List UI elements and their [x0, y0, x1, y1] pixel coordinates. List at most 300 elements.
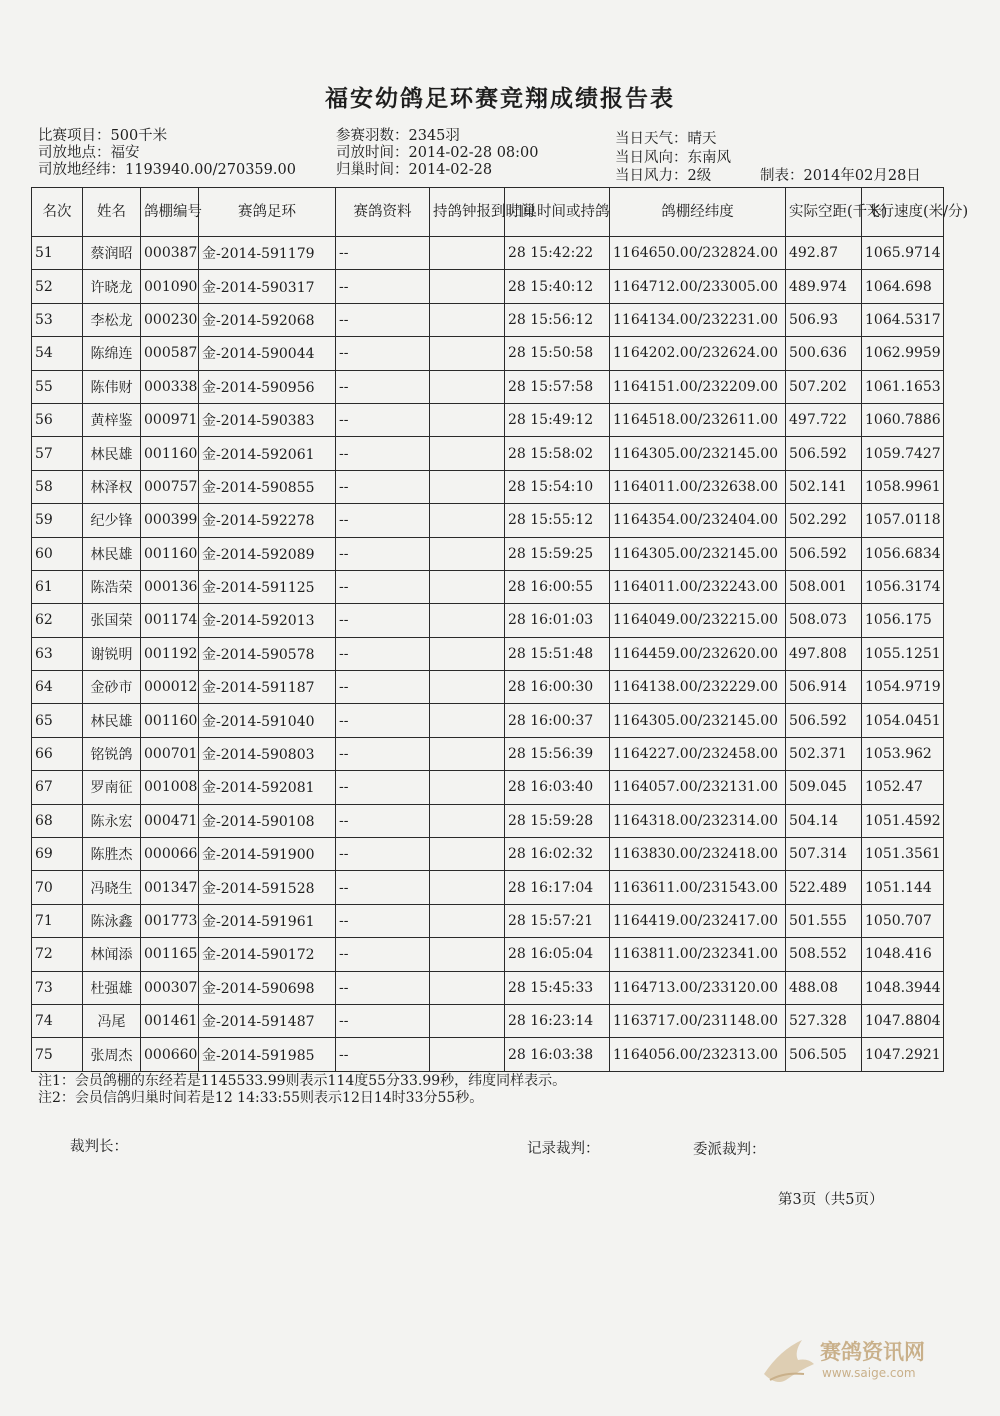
meta-location: 司放地点：福安 [38, 145, 140, 161]
cell-arrival-time: 28 16:00:37 [505, 704, 610, 737]
cell-arrival-time: 28 15:40:12 [505, 270, 610, 303]
results-table [31, 187, 969, 1072]
cell-distance: 522.489 [786, 871, 862, 904]
cell-loft-coords: 1164151.00/232209.00 [610, 370, 786, 403]
cell-clock-time [430, 270, 505, 303]
header-name: 姓名 [83, 188, 141, 237]
cell-speed: 1065.9714 [862, 237, 944, 270]
cell-bird-info: -- [336, 403, 430, 436]
cell-loft-coords: 1163717.00/231148.00 [610, 1004, 786, 1037]
cell-name: 蔡润昭 [83, 237, 141, 270]
cell-loft-id: 000230 [141, 303, 199, 336]
table-row [32, 904, 944, 937]
cell-ring: 金-2014-590317 [199, 270, 336, 303]
cell-ring: 金-2014-590108 [199, 804, 336, 837]
header-rank: 名次 [32, 188, 83, 237]
cell-name: 林泽权 [83, 470, 141, 503]
cell-clock-time [430, 637, 505, 670]
cell-loft-id: 001008 [141, 771, 199, 804]
cell-distance: 507.314 [786, 838, 862, 871]
cell-bird-info: -- [336, 303, 430, 336]
cell-bird-info: -- [336, 771, 430, 804]
header-loft-id: 鸽棚编号 [141, 188, 199, 237]
cell-loft-id: 001174 [141, 604, 199, 637]
cell-ring: 金-2014-591961 [199, 904, 336, 937]
cell-speed: 1059.7427 [862, 437, 944, 470]
table-body [32, 237, 944, 1072]
cell-loft-id: 000387 [141, 237, 199, 270]
cell-name: 林民雄 [83, 704, 141, 737]
cell-bird-info: -- [336, 437, 430, 470]
cell-loft-coords: 1163811.00/232341.00 [610, 938, 786, 971]
cell-clock-time [430, 403, 505, 436]
cell-clock-time [430, 971, 505, 1004]
cell-distance: 506.93 [786, 303, 862, 336]
cell-arrival-time: 28 16:03:38 [505, 1038, 610, 1071]
cell-loft-coords: 1164227.00/232458.00 [610, 737, 786, 770]
cell-name: 金砂市 [83, 671, 141, 704]
cell-rank: 51 [32, 237, 83, 270]
note-2: 注2：会员信鸽归巢时间若是12 14:33:55则表示12日14时33分55秒。 [38, 1090, 484, 1106]
cell-distance: 502.371 [786, 737, 862, 770]
pigeon-logo-icon [760, 1330, 816, 1390]
cell-arrival-time: 28 15:59:28 [505, 804, 610, 837]
header-distance: 实际空距(千米) [786, 188, 862, 237]
cell-name: 林民雄 [83, 537, 141, 570]
cell-distance: 506.914 [786, 671, 862, 704]
cell-speed: 1064.698 [862, 270, 944, 303]
cell-rank: 55 [32, 370, 83, 403]
cell-rank: 64 [32, 671, 83, 704]
cell-distance: 500.636 [786, 337, 862, 370]
cell-distance: 508.073 [786, 604, 862, 637]
cell-loft-id: 000660 [141, 1038, 199, 1071]
cell-ring: 金-2014-591985 [199, 1038, 336, 1071]
cell-bird-info: -- [336, 704, 430, 737]
table-row [32, 804, 944, 837]
cell-clock-time [430, 1004, 505, 1037]
cell-ring: 金-2014-590172 [199, 938, 336, 971]
cell-clock-time [430, 537, 505, 570]
cell-distance: 508.552 [786, 938, 862, 971]
cell-rank: 61 [32, 570, 83, 603]
cell-loft-id: 001773 [141, 904, 199, 937]
cell-ring: 金-2014-590578 [199, 637, 336, 670]
cell-distance: 509.045 [786, 771, 862, 804]
cell-ring: 金-2014-590956 [199, 370, 336, 403]
meta-count: 参赛羽数：2345羽 [336, 128, 460, 144]
cell-arrival-time: 28 16:02:32 [505, 838, 610, 871]
cell-loft-id: 001347 [141, 871, 199, 904]
cell-rank: 54 [32, 337, 83, 370]
cell-bird-info: -- [336, 604, 430, 637]
cell-speed: 1047.2921 [862, 1038, 944, 1071]
watermark-url: www.saige.com [822, 1366, 916, 1380]
cell-ring: 金-2014-591125 [199, 570, 336, 603]
notes [38, 1073, 566, 1107]
cell-clock-time [430, 671, 505, 704]
cell-loft-coords: 1164202.00/232624.00 [610, 337, 786, 370]
cell-distance: 497.722 [786, 403, 862, 436]
cell-arrival-time: 28 16:03:40 [505, 771, 610, 804]
cell-loft-id: 000012 [141, 671, 199, 704]
cell-ring: 金-2014-592013 [199, 604, 336, 637]
cell-arrival-time: 28 15:56:12 [505, 303, 610, 336]
cell-bird-info: -- [336, 1038, 430, 1071]
cell-arrival-time: 28 15:57:58 [505, 370, 610, 403]
cell-ring: 金-2014-590383 [199, 403, 336, 436]
cell-rank: 62 [32, 604, 83, 637]
table-row [32, 403, 944, 436]
table-row [32, 1004, 944, 1037]
cell-arrival-time: 28 15:51:48 [505, 637, 610, 670]
cell-distance: 488.08 [786, 971, 862, 1004]
table-row [32, 704, 944, 737]
cell-distance: 489.974 [786, 270, 862, 303]
cell-arrival-time: 28 15:58:02 [505, 437, 610, 470]
header-arrival-time: 归巢时间或持鸽 [505, 188, 610, 237]
cell-clock-time [430, 1038, 505, 1071]
header-speed: 飞行速度(米/分) [862, 188, 944, 237]
cell-clock-time [430, 904, 505, 937]
cell-speed: 1064.5317 [862, 303, 944, 336]
cell-loft-id: 001461 [141, 1004, 199, 1037]
cell-name: 陈胜杰 [83, 838, 141, 871]
cell-speed: 1054.9719 [862, 671, 944, 704]
cell-loft-coords: 1164318.00/232314.00 [610, 804, 786, 837]
cell-clock-time [430, 871, 505, 904]
cell-loft-coords: 1164354.00/232404.00 [610, 504, 786, 537]
cell-arrival-time: 28 15:54:10 [505, 470, 610, 503]
cell-speed: 1048.3944 [862, 971, 944, 1004]
cell-name: 冯尾 [83, 1004, 141, 1037]
cell-rank: 74 [32, 1004, 83, 1037]
cell-ring: 金-2014-591487 [199, 1004, 336, 1037]
cell-loft-coords: 1164134.00/232231.00 [610, 303, 786, 336]
cell-loft-id: 001160 [141, 704, 199, 737]
cell-loft-id: 000587 [141, 337, 199, 370]
cell-name: 陈泳鑫 [83, 904, 141, 937]
cell-speed: 1054.0451 [862, 704, 944, 737]
cell-name: 张国荣 [83, 604, 141, 637]
meta-weather: 当日天气：晴天 [615, 131, 717, 147]
table-header-row [32, 188, 944, 237]
cell-arrival-time: 28 15:45:33 [505, 971, 610, 1004]
cell-name: 纪少锋 [83, 504, 141, 537]
cell-arrival-time: 28 15:42:22 [505, 237, 610, 270]
cell-rank: 73 [32, 971, 83, 1004]
cell-rank: 56 [32, 403, 83, 436]
watermark-name: 赛鸽资讯网 [820, 1340, 925, 1364]
cell-speed: 1061.1653 [862, 370, 944, 403]
cell-bird-info: -- [336, 337, 430, 370]
cell-loft-id: 000066 [141, 838, 199, 871]
cell-distance: 506.592 [786, 537, 862, 570]
cell-bird-info: -- [336, 838, 430, 871]
cell-bird-info: -- [336, 470, 430, 503]
cell-speed: 1056.3174 [862, 570, 944, 603]
cell-loft-id: 001160 [141, 537, 199, 570]
cell-arrival-time: 28 15:57:21 [505, 904, 610, 937]
cell-ring: 金-2014-590044 [199, 337, 336, 370]
cell-arrival-time: 28 15:59:25 [505, 537, 610, 570]
cell-speed: 1056.6834 [862, 537, 944, 570]
table-row [32, 570, 944, 603]
signature-recorder: 记录裁判： [527, 1141, 600, 1157]
cell-ring: 金-2014-592089 [199, 537, 336, 570]
meta-return-time: 归巢时间：2014-02-28 [336, 162, 493, 178]
cell-name: 杜强雄 [83, 971, 141, 1004]
cell-loft-coords: 1164713.00/233120.00 [610, 971, 786, 1004]
cell-name: 林闻添 [83, 938, 141, 971]
cell-loft-id: 000338 [141, 370, 199, 403]
cell-speed: 1056.175 [862, 604, 944, 637]
cell-rank: 75 [32, 1038, 83, 1071]
cell-bird-info: -- [336, 871, 430, 904]
meta-project: 比赛项目：500千米 [38, 128, 168, 144]
cell-loft-coords: 1164305.00/232145.00 [610, 704, 786, 737]
cell-rank: 57 [32, 437, 83, 470]
cell-ring: 金-2014-592068 [199, 303, 336, 336]
cell-arrival-time: 28 16:05:04 [505, 938, 610, 971]
cell-speed: 1047.8804 [862, 1004, 944, 1037]
cell-arrival-time: 28 16:23:14 [505, 1004, 610, 1037]
cell-ring: 金-2014-592081 [199, 771, 336, 804]
meta-release-time: 司放时间：2014-02-28 08:00 [336, 145, 539, 161]
cell-clock-time [430, 804, 505, 837]
cell-bird-info: -- [336, 1004, 430, 1037]
table-row [32, 237, 944, 270]
cell-ring: 金-2014-590698 [199, 971, 336, 1004]
cell-speed: 1051.144 [862, 871, 944, 904]
cell-clock-time [430, 771, 505, 804]
cell-name: 谢锐明 [83, 637, 141, 670]
cell-rank: 59 [32, 504, 83, 537]
cell-clock-time [430, 737, 505, 770]
cell-loft-coords: 1164419.00/232417.00 [610, 904, 786, 937]
cell-loft-coords: 1164712.00/233005.00 [610, 270, 786, 303]
cell-clock-time [430, 370, 505, 403]
cell-name: 李松龙 [83, 303, 141, 336]
cell-distance: 506.592 [786, 437, 862, 470]
header-clock-time: 持鸽钟报到时间 [430, 188, 505, 237]
cell-name: 陈绵连 [83, 337, 141, 370]
cell-arrival-time: 28 15:56:39 [505, 737, 610, 770]
table-row [32, 637, 944, 670]
table-row [32, 671, 944, 704]
cell-speed: 1051.3561 [862, 838, 944, 871]
watermark [760, 1330, 960, 1394]
cell-loft-coords: 1164518.00/232611.00 [610, 403, 786, 436]
cell-rank: 63 [32, 637, 83, 670]
table-row [32, 303, 944, 336]
cell-clock-time [430, 303, 505, 336]
meta-wind-direction: 当日风向：东南风 [615, 150, 731, 166]
table-row [32, 604, 944, 637]
header-bird-info: 赛鸽资料 [336, 188, 430, 237]
page-title: 福安幼鸽足环赛竞翔成绩报告表 [325, 85, 675, 112]
cell-ring: 金-2014-591179 [199, 237, 336, 270]
cell-distance: 507.202 [786, 370, 862, 403]
cell-arrival-time: 28 15:55:12 [505, 504, 610, 537]
meta-coords: 司放地经纬：1193940.00/270359.00 [38, 162, 296, 178]
table-row [32, 838, 944, 871]
cell-speed: 1051.4592 [862, 804, 944, 837]
cell-bird-info: -- [336, 537, 430, 570]
cell-speed: 1062.9959 [862, 337, 944, 370]
table-row [32, 437, 944, 470]
cell-name: 林民雄 [83, 437, 141, 470]
table-row [32, 871, 944, 904]
cell-arrival-time: 28 16:01:03 [505, 604, 610, 637]
cell-loft-id: 000757 [141, 470, 199, 503]
cell-bird-info: -- [336, 904, 430, 937]
header-loft-coords: 鸽棚经纬度 [610, 188, 786, 237]
cell-bird-info: -- [336, 804, 430, 837]
cell-loft-id: 000307 [141, 971, 199, 1004]
cell-clock-time [430, 604, 505, 637]
cell-speed: 1053.962 [862, 737, 944, 770]
cell-clock-time [430, 337, 505, 370]
cell-bird-info: -- [336, 270, 430, 303]
table-row [32, 470, 944, 503]
cell-name: 许晓龙 [83, 270, 141, 303]
cell-distance: 492.87 [786, 237, 862, 270]
cell-ring: 金-2014-591900 [199, 838, 336, 871]
cell-clock-time [430, 470, 505, 503]
cell-ring: 金-2014-590803 [199, 737, 336, 770]
cell-rank: 53 [32, 303, 83, 336]
table-row [32, 337, 944, 370]
signature-chief: 裁判长： [70, 1139, 128, 1155]
cell-speed: 1058.9961 [862, 470, 944, 503]
cell-bird-info: -- [336, 570, 430, 603]
cell-name: 铭锐鸽 [83, 737, 141, 770]
cell-distance: 504.14 [786, 804, 862, 837]
cell-loft-coords: 1163611.00/231543.00 [610, 871, 786, 904]
cell-clock-time [430, 938, 505, 971]
cell-speed: 1060.7886 [862, 403, 944, 436]
cell-loft-id: 001090 [141, 270, 199, 303]
cell-bird-info: -- [336, 370, 430, 403]
cell-ring: 金-2014-590855 [199, 470, 336, 503]
table-row [32, 938, 944, 971]
cell-loft-id: 001160 [141, 437, 199, 470]
cell-ring: 金-2014-592061 [199, 437, 336, 470]
cell-distance: 506.592 [786, 704, 862, 737]
cell-bird-info: -- [336, 671, 430, 704]
cell-distance: 497.808 [786, 637, 862, 670]
cell-loft-id: 000701 [141, 737, 199, 770]
cell-distance: 501.555 [786, 904, 862, 937]
cell-arrival-time: 28 15:50:58 [505, 337, 610, 370]
cell-loft-id: 000399 [141, 504, 199, 537]
cell-loft-coords: 1164049.00/232215.00 [610, 604, 786, 637]
cell-distance: 502.141 [786, 470, 862, 503]
cell-bird-info: -- [336, 637, 430, 670]
cell-rank: 65 [32, 704, 83, 737]
cell-arrival-time: 28 16:00:55 [505, 570, 610, 603]
cell-clock-time [430, 704, 505, 737]
cell-loft-coords: 1164305.00/232145.00 [610, 537, 786, 570]
cell-ring: 金-2014-592278 [199, 504, 336, 537]
cell-loft-id: 001165 [141, 938, 199, 971]
cell-rank: 58 [32, 470, 83, 503]
cell-name: 冯晓生 [83, 871, 141, 904]
cell-name: 陈浩荣 [83, 570, 141, 603]
cell-name: 陈伟财 [83, 370, 141, 403]
meta-wind-force: 当日风力：2级 [615, 168, 712, 184]
cell-speed: 1055.1251 [862, 637, 944, 670]
cell-rank: 68 [32, 804, 83, 837]
cell-rank: 71 [32, 904, 83, 937]
cell-rank: 72 [32, 938, 83, 971]
cell-ring: 金-2014-591528 [199, 871, 336, 904]
table-row [32, 971, 944, 1004]
cell-clock-time [430, 570, 505, 603]
cell-rank: 52 [32, 270, 83, 303]
cell-bird-info: -- [336, 237, 430, 270]
cell-loft-coords: 1164459.00/232620.00 [610, 637, 786, 670]
cell-ring: 金-2014-591040 [199, 704, 336, 737]
cell-loft-coords: 1164056.00/232313.00 [610, 1038, 786, 1071]
cell-loft-coords: 1164057.00/232131.00 [610, 771, 786, 804]
table-row [32, 737, 944, 770]
cell-loft-coords: 1164138.00/232229.00 [610, 671, 786, 704]
cell-speed: 1048.416 [862, 938, 944, 971]
cell-loft-coords: 1163830.00/232418.00 [610, 838, 786, 871]
table-row [32, 504, 944, 537]
cell-clock-time [430, 437, 505, 470]
cell-loft-coords: 1164650.00/232824.00 [610, 237, 786, 270]
cell-loft-id: 000471 [141, 804, 199, 837]
cell-distance: 506.505 [786, 1038, 862, 1071]
cell-distance: 527.328 [786, 1004, 862, 1037]
cell-speed: 1052.47 [862, 771, 944, 804]
table-row [32, 370, 944, 403]
cell-loft-id: 000136 [141, 570, 199, 603]
cell-clock-time [430, 504, 505, 537]
cell-bird-info: -- [336, 737, 430, 770]
cell-loft-id: 000971 [141, 403, 199, 436]
cell-rank: 69 [32, 838, 83, 871]
cell-rank: 66 [32, 737, 83, 770]
cell-name: 罗南征 [83, 771, 141, 804]
cell-bird-info: -- [336, 938, 430, 971]
cell-arrival-time: 28 16:17:04 [505, 871, 610, 904]
note-1: 注1：会员鸽棚的东经若是1145533.99则表示114度55分33.99秒，纬度同样表示。 [38, 1073, 567, 1089]
cell-rank: 70 [32, 871, 83, 904]
cell-clock-time [430, 237, 505, 270]
cell-arrival-time: 28 15:49:12 [505, 403, 610, 436]
cell-rank: 60 [32, 537, 83, 570]
table-row [32, 537, 944, 570]
table-row [32, 771, 944, 804]
cell-loft-id: 001192 [141, 637, 199, 670]
cell-name: 黄梓鉴 [83, 403, 141, 436]
page-number: 第3页（共5页） [778, 1192, 884, 1208]
cell-rank: 67 [32, 771, 83, 804]
cell-ring: 金-2014-591187 [199, 671, 336, 704]
cell-distance: 502.292 [786, 504, 862, 537]
cell-loft-coords: 1164011.00/232243.00 [610, 570, 786, 603]
header-ring: 赛鸽足环 [199, 188, 336, 237]
cell-loft-coords: 1164011.00/232638.00 [610, 470, 786, 503]
signature-assigned: 委派裁判： [693, 1142, 766, 1158]
cell-speed: 1057.0118 [862, 504, 944, 537]
cell-arrival-time: 28 16:00:30 [505, 671, 610, 704]
table-row [32, 270, 944, 303]
